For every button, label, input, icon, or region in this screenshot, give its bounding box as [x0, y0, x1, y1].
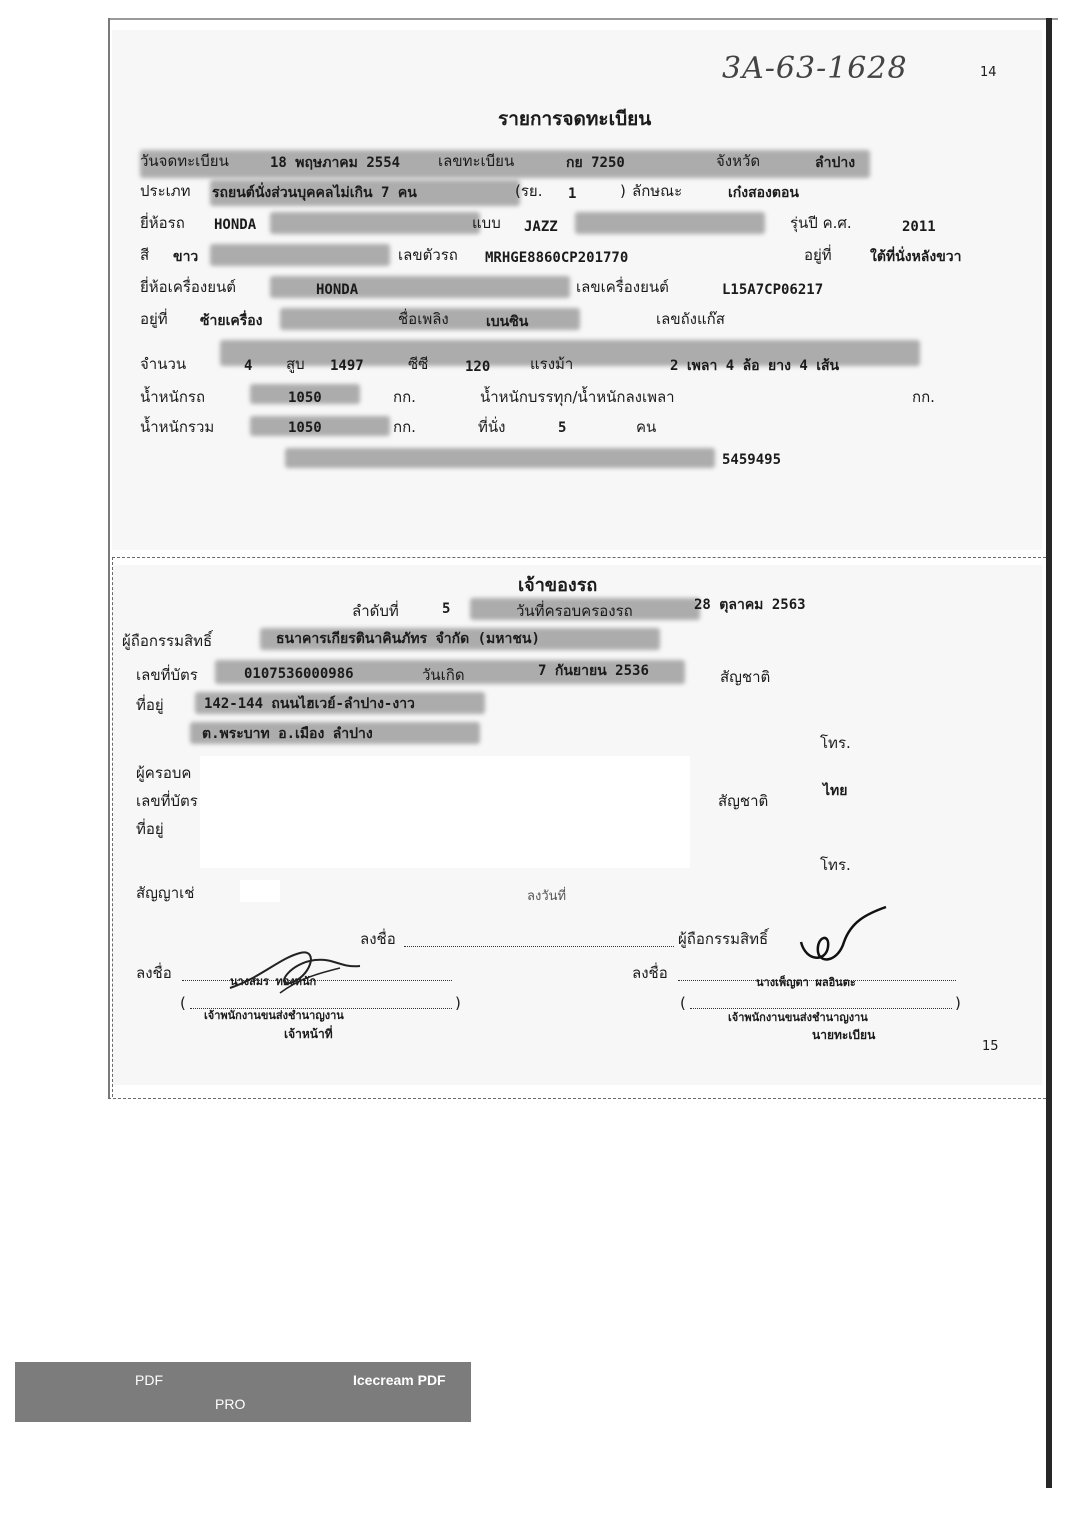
type-label: ประเภท	[140, 182, 191, 200]
vin-label: เลขตัวรถ	[398, 246, 458, 264]
gross-weight-label: น้ำหนักรวม	[140, 418, 215, 436]
vin-location: ใต้ที่นั่งหลังขวา	[870, 249, 962, 265]
page-edge-bottom	[108, 1098, 1046, 1099]
color-label: สี	[140, 246, 150, 264]
page-edge-left	[108, 18, 110, 1098]
year-label: รุ่นปี ค.ศ.	[790, 214, 852, 232]
type-code: 1	[568, 186, 577, 202]
order-number: 5	[442, 601, 451, 617]
possession-date: 28 ตุลาคม 2563	[694, 597, 806, 613]
page-number-top: 14	[980, 65, 997, 80]
load-label: น้ำหนักบรรทุก/น้ำหนักลงเพลา	[480, 388, 675, 406]
gross-weight: 1050	[288, 420, 322, 436]
registration-title: รายการจดทะเบียน	[498, 108, 652, 130]
blanked-region	[200, 756, 690, 868]
fuel-label: ชื่อเพลิง	[398, 310, 449, 328]
engine-no-label: เลขเครื่องยนต์	[576, 278, 669, 296]
possessor-nationality-label: สัญชาติ	[718, 792, 769, 810]
count-label: จำนวน	[140, 355, 187, 373]
redaction-shade	[575, 212, 765, 234]
plate: กย 7250	[566, 155, 625, 171]
seats: 5	[558, 420, 567, 436]
contract-date-label: ลงวันที่	[527, 889, 567, 904]
vehicle-brand: HONDA	[214, 217, 257, 233]
doc-number-handwritten: 3A-63-1628	[722, 51, 908, 86]
model-label: แบบ	[472, 214, 501, 232]
officer-name: นางสมร ทองหนัก	[230, 975, 317, 988]
province: ลำปาง	[815, 155, 856, 171]
registrar-sign-label: ลงชื่อ	[632, 964, 668, 982]
seats-label: ที่นั่ง	[478, 418, 506, 436]
officer-paren-close: )	[455, 994, 461, 1012]
cylinder-count: 4	[244, 358, 253, 374]
engine-location: ซ้ายเครื่อง	[200, 313, 263, 329]
id-label: เลขที่บัตร	[136, 666, 198, 684]
reg-date: 18 พฤษภาคม 2554	[270, 155, 401, 171]
contract-label: สัญญาเช่	[136, 884, 195, 902]
possessor-phone-label: โทร.	[820, 856, 851, 874]
axle-info: 2 เพลา 4 ล้อ ยาง 4 เส้น	[670, 358, 840, 374]
owner-title: เจ้าของรถ	[518, 575, 598, 596]
sign-label: ลงชื่อ	[360, 930, 396, 948]
nationality-label: สัญชาติ	[720, 668, 771, 686]
order-label: ลำดับที่	[352, 602, 399, 620]
engine-brand: HONDA	[316, 282, 359, 298]
reg-date-label: วันจดทะเบียน	[140, 152, 229, 170]
officer-paren-open: (	[180, 994, 186, 1012]
vehicle-weight: 1050	[288, 390, 322, 406]
watermark-banner	[15, 1362, 471, 1422]
blanked-region	[240, 880, 280, 902]
registrar-name-line	[690, 1008, 952, 1009]
registrar-role: นายทะเบียน	[812, 1028, 876, 1042]
weight-label: น้ำหนักรถ	[140, 388, 206, 406]
vin-at-label: อยู่ที่	[804, 246, 832, 264]
possessor-address-label: ที่อยู่	[136, 820, 164, 838]
vehicle-style: เก๋งสองตอน	[728, 185, 799, 201]
cylinder-label: สูบ	[286, 355, 305, 373]
registrar-name: นางเพ็ญตา ผลอินตะ	[756, 976, 856, 989]
persons-label: คน	[636, 418, 657, 436]
officer-position: เจ้าพนักงานขนส่งชำนาญงาน	[204, 1009, 344, 1022]
redaction-shade	[285, 448, 715, 468]
address-label: ที่อยู่	[136, 696, 164, 714]
brand-label: ยี่ห้อรถ	[140, 214, 185, 232]
engine-brand-label: ยี่ห้อเครื่องยนต์	[140, 278, 237, 296]
address-line-2: ต.พระบาท อ.เมือง ลำปาง	[202, 726, 373, 742]
possession-date-label: วันที่ครอบครองรถ	[516, 602, 633, 620]
holder-label: ผู้ถือกรรมสิทธิ์	[122, 632, 213, 650]
type-code-open: (รย.	[515, 182, 543, 200]
engine-at-label: อยู่ที่	[140, 310, 168, 328]
page-edge-right	[1046, 18, 1052, 1488]
registrar-paren-open: (	[680, 994, 686, 1012]
doc-serial: 5459495	[722, 452, 782, 468]
vehicle-year: 2011	[902, 219, 936, 235]
officer-signature-graphic	[220, 938, 380, 1008]
vehicle-color: ขาว	[173, 249, 199, 265]
province-label: จังหวัด	[716, 152, 761, 170]
watermark-pro: PRO	[215, 1396, 246, 1412]
phone-label: โทร.	[820, 734, 851, 752]
fuel: เบนซิน	[486, 314, 529, 330]
engine-no: L15A7CP06217	[722, 282, 824, 298]
vehicle-type: รถยนต์นั่งส่วนบุคคลไม่เกิน 7 คน	[212, 185, 417, 201]
page-number-bottom: 15	[982, 1039, 999, 1054]
horsepower-label: แรงม้า	[530, 355, 574, 373]
holder-id: 0107536000986	[244, 666, 354, 682]
dob-label: วันเกิด	[422, 666, 465, 684]
holder-signature-graphic	[796, 902, 896, 972]
gas-tank-label: เลขถังแก๊ส	[656, 310, 725, 328]
signature-line-holder	[404, 946, 674, 947]
redaction-shade	[210, 244, 390, 266]
engine-cc: 1497	[330, 358, 364, 374]
page-fold-line	[112, 557, 1046, 558]
holder-name: ธนาคารเกียรตินาคินภัทร จำกัด (มหาชน)	[276, 631, 540, 647]
possessor-nationality: ไทย	[823, 783, 848, 799]
plate-label: เลขทะเบียน	[438, 152, 515, 170]
gross-weight-unit: กก.	[393, 418, 416, 436]
vehicle-model: JAZZ	[524, 219, 558, 235]
style-label: ลักษณะ	[632, 182, 683, 200]
officer-sign-label: ลงชื่อ	[136, 964, 172, 982]
type-code-close: )	[620, 182, 626, 200]
possessor-id-label: เลขที่บัตร	[136, 792, 198, 810]
holder-dob: 7 กันยายน 2536	[538, 663, 649, 679]
address-line-1: 142-144 ถนนไฮเวย์-ลำปาง-งาว	[204, 696, 415, 712]
watermark-pdf: PDF	[135, 1372, 163, 1388]
registrar-position: เจ้าพนักงานขนส่งชำนาญงาน	[728, 1011, 868, 1024]
registrar-paren-close: )	[955, 994, 961, 1012]
watermark-brand: Icecream PDF	[353, 1372, 446, 1388]
officer-role: เจ้าหน้าที่	[284, 1027, 333, 1041]
vin: MRHGE8860CP201770	[485, 250, 629, 266]
redaction-shade	[270, 212, 480, 234]
horsepower: 120	[465, 359, 491, 375]
cc-label: ซีซี	[408, 355, 429, 373]
possessor-label: ผู้ครอบค	[136, 764, 192, 782]
weight-unit: กก.	[393, 388, 416, 406]
page-edge-top	[108, 18, 1058, 20]
redaction-shade	[270, 276, 570, 298]
load-unit: กก.	[912, 388, 935, 406]
holder-role-label: ผู้ถือกรรมสิทธิ์	[678, 930, 769, 948]
